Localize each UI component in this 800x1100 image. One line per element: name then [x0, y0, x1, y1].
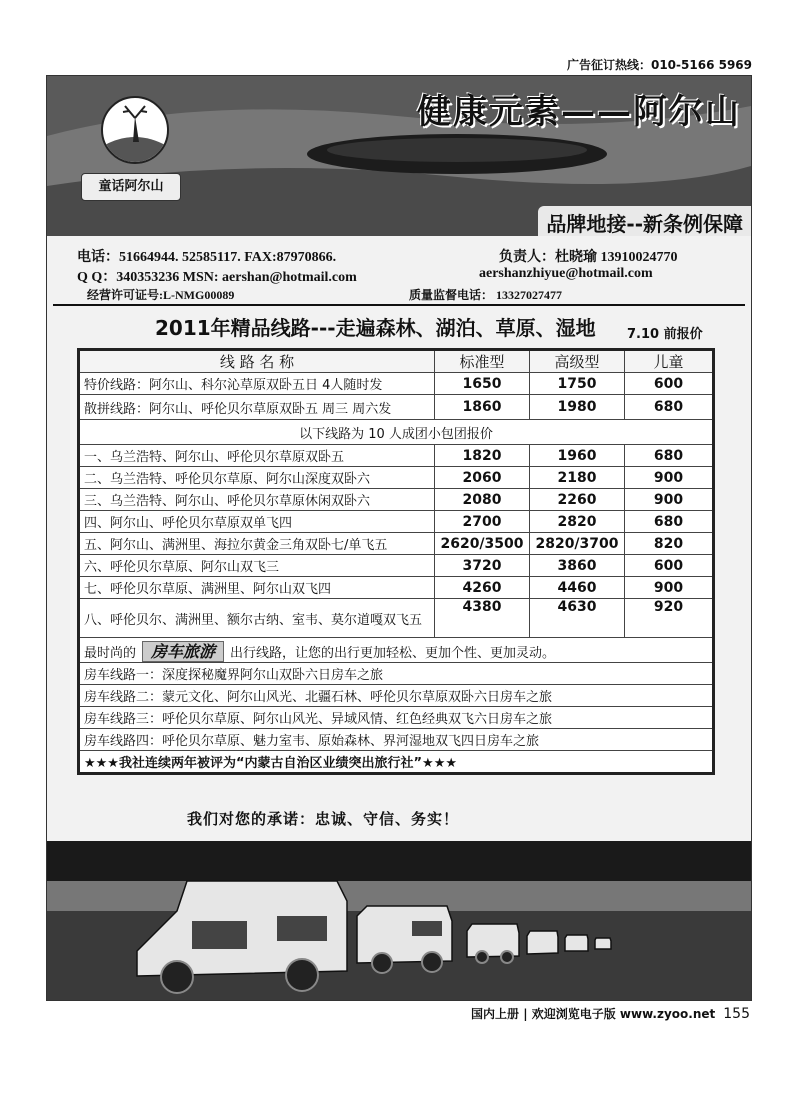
table-row — [79, 445, 714, 467]
price-standard: 4260 — [435, 577, 530, 599]
page-number: 155 — [723, 1006, 750, 1022]
price-standard: 1860 — [435, 395, 530, 420]
price-advanced: 4460 — [530, 577, 625, 599]
price-child: 900 — [625, 489, 714, 511]
rv-route-row — [79, 707, 714, 729]
footer-text: 国内上册 | 欢迎浏览电子版 www.zyoo.net — [471, 1007, 716, 1021]
rv-intro-before: 最时尚的 — [84, 645, 137, 661]
price-advanced: 4630 — [530, 599, 625, 638]
qq-msn: Q Q：340353236 MSN: aershan@hotmail.com — [77, 270, 357, 285]
supervise-phone: 质量监督电话： 13327027477 — [409, 288, 563, 302]
price-advanced: 2820/3700 — [530, 533, 625, 555]
deer-icon — [103, 98, 167, 162]
price-child: 900 — [625, 577, 714, 599]
price-standard: 1650 — [435, 373, 530, 395]
price-standard: 1820 — [435, 445, 530, 467]
award: ★★★我社连续两年被评为“内蒙古自治区业绩突出旅行社”★★★ — [79, 751, 714, 774]
route-name: 散拼线路：阿尔山、呼伦贝尔草原双卧五 周三 周六发 — [79, 395, 435, 420]
promise-slogan: 我们对您的承诺：忠诚、守信、务实！ — [187, 810, 460, 828]
table-row — [79, 533, 714, 555]
manager: 负责人：杜晓瑜 13910024770 — [499, 250, 678, 265]
header-child: 儿童 — [625, 350, 714, 373]
price-standard: 2700 — [435, 511, 530, 533]
rv-route: 房车线路四：呼伦贝尔草原、魅力室韦、原始森林、界河湿地双飞四日房车之旅 — [79, 729, 714, 751]
award-row — [79, 751, 714, 774]
rv-convoy-photo — [47, 841, 751, 1001]
rv-route: 房车线路一：深度探秘魔界阿尔山双卧六日房车之旅 — [79, 663, 714, 685]
price-child: 920 — [625, 599, 714, 638]
logo-text: 童话阿尔山 — [81, 173, 181, 201]
price-advanced: 2820 — [530, 511, 625, 533]
route-name: 七、呼伦贝尔草原、满洲里、阿尔山双飞四 — [79, 577, 435, 599]
table-row — [79, 599, 714, 638]
rv-intro-after: 出行线路，让您的出行更加轻松、更加个性、更加灵动。 — [230, 645, 556, 661]
page-footer — [471, 1005, 750, 1022]
route-name: 二、乌兰浩特、呼伦贝尔草原、阿尔山深度双卧六 — [79, 467, 435, 489]
rv-route: 房车线路三：呼伦贝尔草原、阿尔山风光、异域风情、红色经典双飞六日房车之旅 — [79, 707, 714, 729]
email: aershanzhiyue@hotmail.com — [479, 266, 653, 281]
rv-route-row — [79, 729, 714, 751]
quote-date: 7.10 前报价 — [627, 327, 703, 342]
ad-hotline: 广告征订热线：010-5166 5969 — [566, 58, 752, 72]
contact-info — [47, 236, 751, 304]
table-row — [79, 467, 714, 489]
rv-route: 房车线路二：蒙元文化、阿尔山风光、北疆石林、呼伦贝尔草原双卧六日房车之旅 — [79, 685, 714, 707]
rv-route-row — [79, 663, 714, 685]
route-name: 特价线路：阿尔山、科尔沁草原双卧五日 4人随时发 — [79, 373, 435, 395]
ad-frame — [46, 75, 752, 1001]
price-child: 600 — [625, 373, 714, 395]
route-name: 三、乌兰浩特、阿尔山、呼伦贝尔草原休闲双卧六 — [79, 489, 435, 511]
table-row — [79, 395, 714, 420]
table-row — [79, 555, 714, 577]
price-standard: 3720 — [435, 555, 530, 577]
route-name: 一、乌兰浩特、阿尔山、呼伦贝尔草原双卧五 — [79, 445, 435, 467]
price-standard: 4380 — [435, 599, 530, 638]
header-route: 线 路 名 称 — [79, 350, 435, 373]
phone-fax: 电话：51664944. 52585117. FAX:87970866. — [77, 250, 337, 265]
rv-vehicles-image — [47, 841, 751, 1001]
price-child: 900 — [625, 467, 714, 489]
table-header-row — [79, 350, 714, 373]
header-standard: 标准型 — [435, 350, 530, 373]
group-note: 以下线路为 10 人成团小包团报价 — [79, 420, 714, 445]
price-advanced: 3860 — [530, 555, 625, 577]
table-row — [79, 373, 714, 395]
price-advanced: 1980 — [530, 395, 625, 420]
license: 经营许可证号:L-NMG00089 — [87, 288, 235, 302]
price-advanced: 1750 — [530, 373, 625, 395]
route-name: 八、呼伦贝尔、满洲里、额尔古纳、室韦、莫尔道嘎双飞五 — [79, 599, 435, 638]
header-advanced: 高级型 — [530, 350, 625, 373]
table-row — [79, 489, 714, 511]
price-advanced: 2260 — [530, 489, 625, 511]
banner-title: 健康元素——阿尔山 — [417, 92, 741, 132]
logo-deer-emblem — [101, 96, 169, 164]
banner — [47, 76, 751, 236]
divider — [53, 304, 745, 306]
price-child: 680 — [625, 511, 714, 533]
rv-intro — [79, 638, 714, 663]
group-note-row — [79, 420, 714, 445]
rv-route-row — [79, 685, 714, 707]
price-child: 820 — [625, 533, 714, 555]
price-advanced: 2180 — [530, 467, 625, 489]
route-name: 六、呼伦贝尔草原、阿尔山双飞三 — [79, 555, 435, 577]
price-child: 680 — [625, 395, 714, 420]
route-name: 四、阿尔山、呼伦贝尔草原双单飞四 — [79, 511, 435, 533]
headline: 2011年精品线路---走遍森林、湖泊、草原、湿地 — [155, 316, 596, 340]
rv-intro-row — [79, 638, 714, 663]
price-table — [77, 348, 715, 775]
banner-tagline: 品牌地接--新条例保障 — [538, 206, 751, 236]
price-standard: 2620/3500 — [435, 533, 530, 555]
price-child: 600 — [625, 555, 714, 577]
table-row — [79, 511, 714, 533]
table-row — [79, 577, 714, 599]
price-advanced: 1960 — [530, 445, 625, 467]
price-standard: 2060 — [435, 467, 530, 489]
price-child: 680 — [625, 445, 714, 467]
price-standard: 2080 — [435, 489, 530, 511]
route-name: 五、阿尔山、满洲里、海拉尔黄金三角双卧七/单飞五 — [79, 533, 435, 555]
rv-highlight: 房车旅游 — [142, 641, 224, 662]
